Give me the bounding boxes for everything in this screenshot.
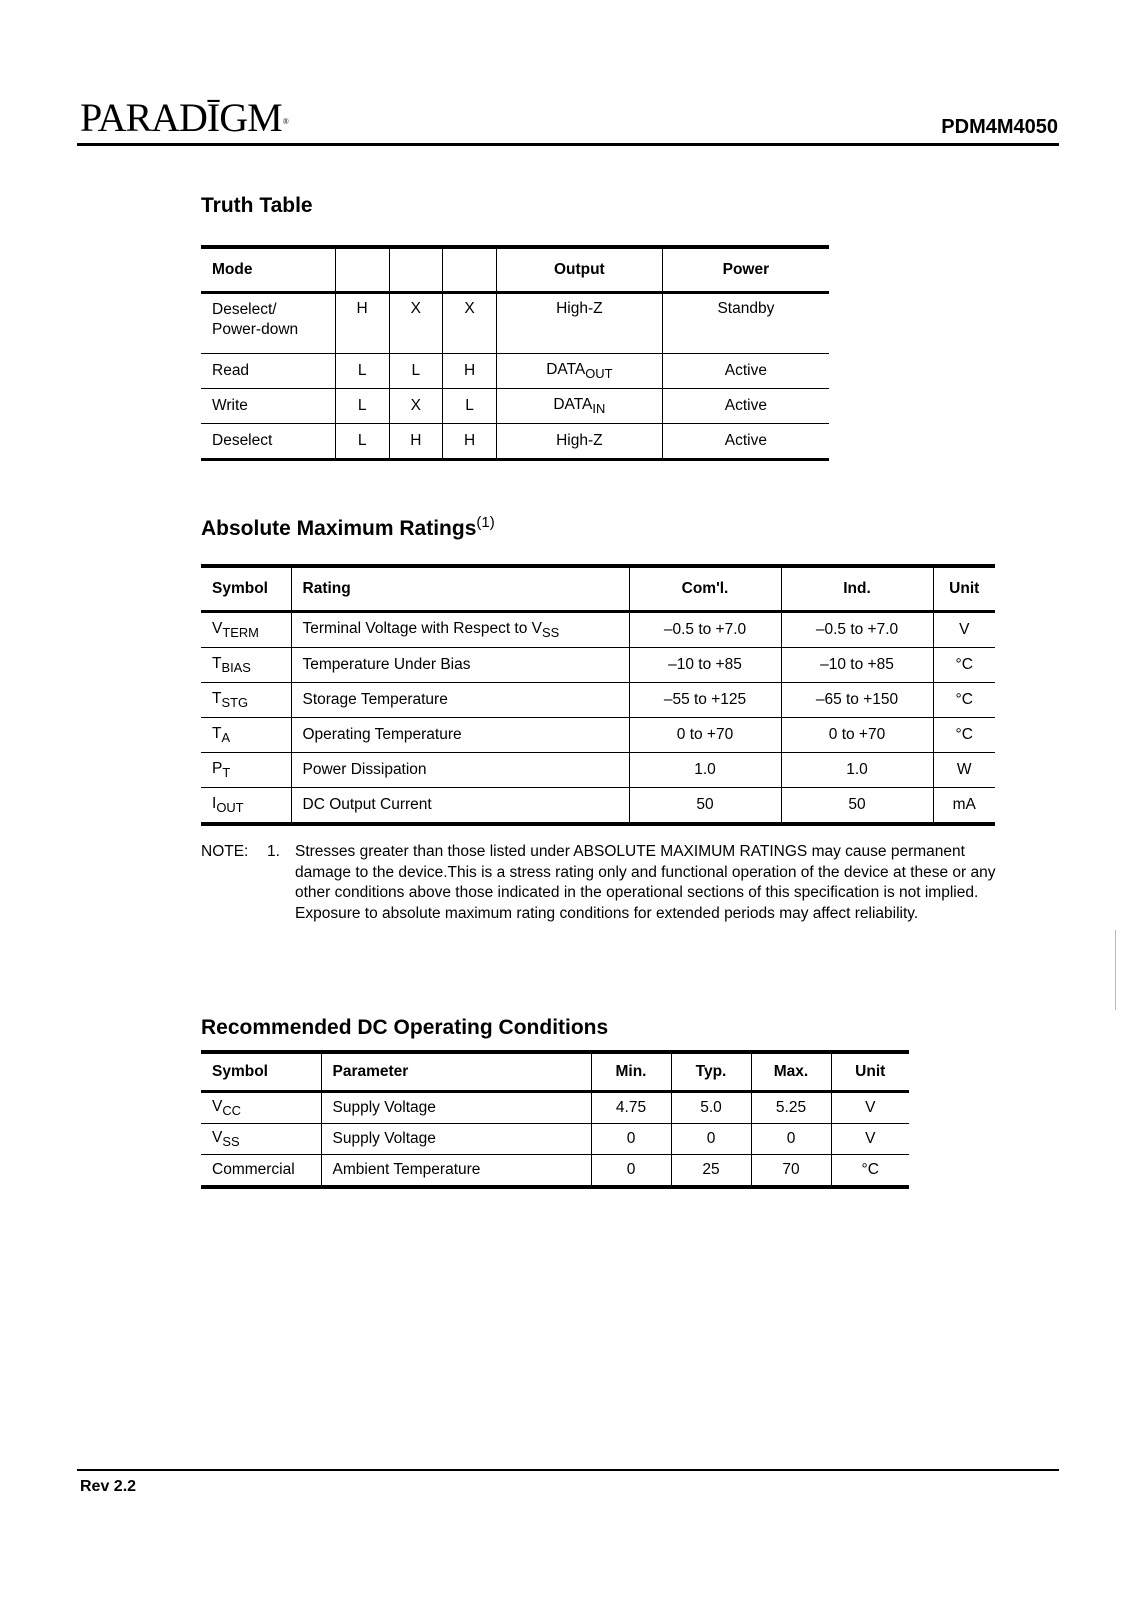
output-cell: High-Z <box>496 424 662 460</box>
footer-rule <box>77 1469 1059 1471</box>
unit-cell: °C <box>933 648 995 683</box>
ind-cell: 50 <box>781 788 933 825</box>
symbol-cell <box>201 1124 321 1155</box>
cell: H <box>443 354 497 389</box>
typ-cell: 5.0 <box>671 1092 751 1124</box>
ind-cell: –10 to +85 <box>781 648 933 683</box>
symbol-cell-text: V <box>212 1097 223 1115</box>
unit-cell: V <box>831 1124 909 1155</box>
mode-cell: Write <box>201 389 335 424</box>
symbol-cell-text: I <box>212 794 217 812</box>
cell: L <box>335 424 389 460</box>
part-number: PDM4M4050 <box>941 116 1058 138</box>
table-row <box>201 1124 909 1155</box>
symbol-cell <box>201 683 291 718</box>
power-cell: Active <box>724 432 767 449</box>
unit-cell: mA <box>952 796 976 813</box>
header-mode: Mode <box>201 247 335 293</box>
note-label: NOTE: <box>201 843 249 860</box>
symbol-cell <box>201 612 291 648</box>
output-cell: High-Z <box>496 293 662 354</box>
coml-cell: –0.5 to +7.0 <box>629 612 781 648</box>
unit-cell: W <box>933 753 995 788</box>
coml-cell: 0 to +70 <box>629 718 781 753</box>
table-header-row <box>201 566 995 612</box>
dc-title: Recommended DC Operating Conditions <box>201 1016 609 1039</box>
table-row <box>201 354 829 389</box>
header-blank-2 <box>389 247 443 293</box>
typ-cell: 0 <box>671 1124 751 1155</box>
power-cell: Standby <box>662 293 829 354</box>
cell: X <box>389 389 443 424</box>
table-header-row <box>201 247 829 293</box>
header-blank-1 <box>335 247 389 293</box>
table-row <box>201 389 829 424</box>
output-cell <box>496 389 662 424</box>
symbol-cell-subscript: OUT <box>216 800 244 816</box>
unit-cell: °C <box>933 718 995 753</box>
header-power: Power <box>662 247 829 293</box>
symbol-cell-text: T <box>212 724 222 742</box>
ind-cell: –0.5 to +7.0 <box>781 612 933 648</box>
absolute-max-ratings-table <box>201 564 995 826</box>
symbol-cell <box>201 1092 321 1124</box>
scrollbar[interactable] <box>1115 930 1116 1010</box>
symbol-cell-text: T <box>212 689 222 707</box>
header-max: Max. <box>751 1052 831 1092</box>
cell: L <box>335 354 389 389</box>
truth-table-title: Truth Table <box>201 194 313 217</box>
cell: L <box>443 389 497 424</box>
symbol-cell <box>201 648 291 683</box>
max-cell: 70 <box>751 1155 831 1188</box>
parameter-cell: Supply Voltage <box>321 1124 591 1155</box>
header-parameter: Parameter <box>321 1052 591 1092</box>
parameter-cell: Supply Voltage <box>321 1092 591 1124</box>
max-cell: 0 <box>751 1124 831 1155</box>
amr-title <box>201 514 495 541</box>
rating-cell: Power Dissipation <box>291 753 629 788</box>
output-subscript: IN <box>592 401 606 417</box>
cell: H <box>335 293 389 354</box>
revision: Rev 2.2 <box>80 1478 137 1495</box>
symbol-cell-subscript: CC <box>222 1103 241 1119</box>
cell: H <box>389 424 443 460</box>
symbol-cell-text: V <box>212 1128 223 1146</box>
rating-cell: Storage Temperature <box>291 683 629 718</box>
unit-cell: °C <box>861 1161 879 1178</box>
cell: L <box>335 389 389 424</box>
mode-cell: Read <box>201 354 335 389</box>
header-output: Output <box>496 247 662 293</box>
table-row <box>201 648 995 683</box>
coml-cell: 50 <box>629 788 781 825</box>
symbol-cell-text: V <box>212 619 223 637</box>
symbol-cell-subscript: BIAS <box>221 660 251 676</box>
output-text: DATA <box>546 360 586 378</box>
symbol-cell-subscript: T <box>222 765 231 781</box>
table-row <box>201 612 995 648</box>
ind-cell: 0 to +70 <box>781 718 933 753</box>
truth-table <box>201 245 829 461</box>
table-row <box>201 1155 909 1188</box>
table-row <box>201 293 829 354</box>
rating-cell: Operating Temperature <box>291 718 629 753</box>
cell: H <box>443 424 497 460</box>
symbol-cell-subscript: STG <box>221 695 248 711</box>
cell: L <box>389 354 443 389</box>
power-cell: Active <box>662 354 829 389</box>
amr-title-text: Absolute Maximum Ratings <box>201 517 477 540</box>
symbol-cell <box>201 788 291 825</box>
header-coml: Com'l. <box>629 566 781 612</box>
output-subscript: OUT <box>585 366 613 382</box>
header-blank-3 <box>443 247 497 293</box>
header-typ: Typ. <box>671 1052 751 1092</box>
table-row <box>201 718 995 753</box>
min-cell: 0 <box>591 1155 671 1188</box>
symbol-cell <box>201 753 291 788</box>
header-min: Min. <box>591 1052 671 1092</box>
header-ind: Ind. <box>781 566 933 612</box>
mode-cell: Deselect <box>201 424 335 460</box>
table-row <box>201 683 995 718</box>
output-cell <box>496 354 662 389</box>
table-row <box>201 753 995 788</box>
rating-cell-subscript: SS <box>542 625 560 641</box>
symbol-cell-text: P <box>212 759 223 777</box>
symbol-cell-subscript: SS <box>222 1134 240 1150</box>
min-cell: 0 <box>591 1124 671 1155</box>
header-unit: Unit <box>831 1052 909 1092</box>
rating-cell: DC Output Current <box>291 788 629 825</box>
coml-cell: –10 to +85 <box>629 648 781 683</box>
coml-cell: –55 to +125 <box>629 683 781 718</box>
rating-cell <box>291 612 629 648</box>
registered-mark: ® <box>282 117 288 126</box>
ind-cell: –65 to +150 <box>781 683 933 718</box>
symbol-cell-text: T <box>212 654 222 672</box>
symbol-cell <box>201 718 291 753</box>
symbol-cell-subscript: A <box>221 730 231 746</box>
mode-cell: Deselect/ Power-down <box>201 293 335 354</box>
rating-cell-text: Terminal Voltage with Respect to V <box>302 619 543 637</box>
note-number: 1. <box>267 843 280 860</box>
dc-operating-conditions-table <box>201 1050 909 1189</box>
header-rule <box>77 143 1059 146</box>
ind-cell: 1.0 <box>781 753 933 788</box>
header-symbol: Symbol <box>201 566 291 612</box>
symbol-cell-subscript: TERM <box>222 625 259 641</box>
unit-cell: V <box>831 1092 909 1124</box>
typ-cell: 25 <box>671 1155 751 1188</box>
power-cell: Active <box>662 389 829 424</box>
table-row <box>201 788 995 825</box>
parameter-cell: Ambient Temperature <box>321 1155 591 1188</box>
table-row <box>201 424 829 460</box>
max-cell: 5.25 <box>751 1092 831 1124</box>
header-symbol: Symbol <box>201 1052 321 1092</box>
header-unit: Unit <box>933 566 995 612</box>
logo-text: PARADĪGM <box>80 95 282 140</box>
cell: X <box>389 293 443 354</box>
min-cell: 4.75 <box>591 1092 671 1124</box>
coml-cell: 1.0 <box>629 753 781 788</box>
rating-cell: Temperature Under Bias <box>291 648 629 683</box>
cell: X <box>443 293 497 354</box>
table-row <box>201 1092 909 1124</box>
company-logo <box>80 96 288 140</box>
table-header-row <box>201 1052 909 1092</box>
amr-footnote-ref: (1) <box>476 514 495 531</box>
unit-cell: V <box>933 612 995 648</box>
unit-cell: °C <box>933 683 995 718</box>
header-rating: Rating <box>291 566 629 612</box>
symbol-cell: Commercial <box>201 1155 321 1188</box>
output-text: DATA <box>553 395 593 413</box>
note-text: Stresses greater than those listed under ABSOLUTE MAXIMUM RATINGS may cause permanent damage to the device.This is a stress rating only and functional operation of the device at these or any other conditions above those indicated in the operational sections of this specification is not implied. Exposure to absolute maximum rating conditions for extended periods may affect reliability. <box>295 843 996 922</box>
